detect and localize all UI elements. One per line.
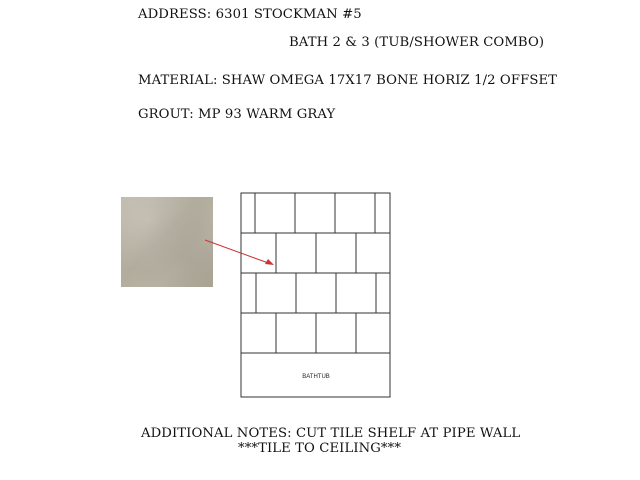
- additional-notes: ADDITIONAL NOTES: CUT TILE SHELF AT PIPE WALL: [141, 426, 521, 441]
- address-line: ADDRESS: 6301 STOCKMAN #5: [138, 7, 362, 22]
- pointer-arrow: [205, 240, 271, 264]
- material-line: MATERIAL: SHAW OMEGA 17X17 BONE HORIZ 1/2 OFFSET: [138, 73, 558, 88]
- bath-line: BATH 2 & 3 (TUB/SHOWER COMBO): [289, 35, 545, 50]
- tile-to-ceiling-note: ***TILE TO CEILING***: [238, 441, 402, 456]
- bathtub-label: BATHTUB: [302, 374, 330, 380]
- wall-outline: [241, 193, 390, 397]
- arrow-head-icon: [265, 259, 274, 265]
- grout-line: GROUT: MP 93 WARM GRAY: [138, 107, 336, 122]
